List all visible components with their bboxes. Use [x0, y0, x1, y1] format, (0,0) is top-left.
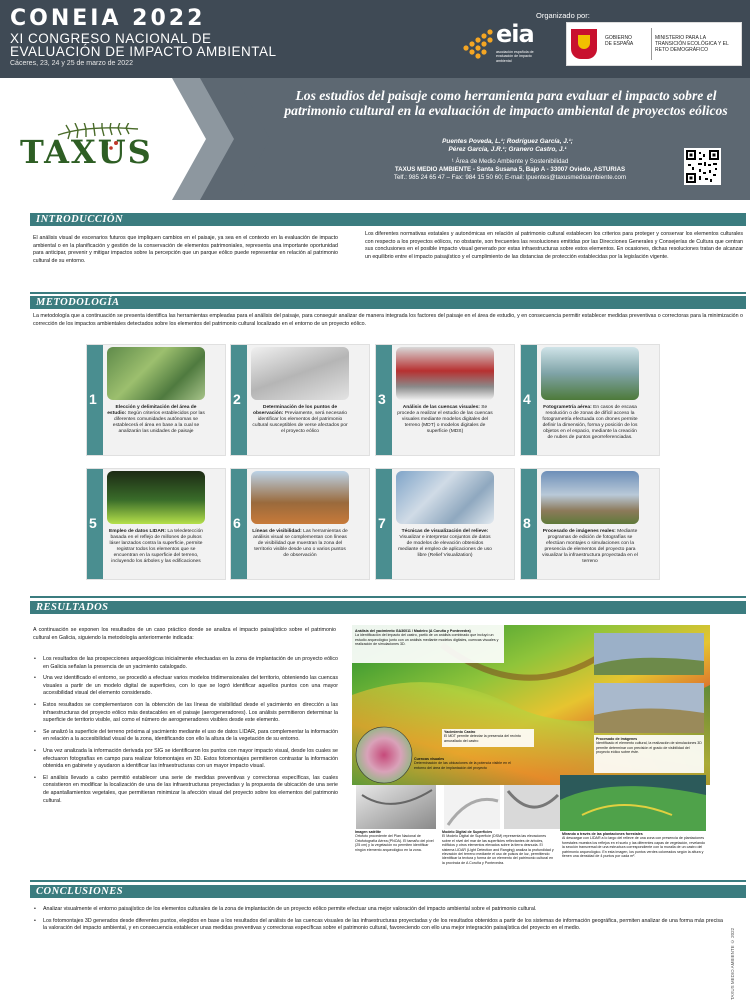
fig-mds-title: Modelo Digital de Superficies — [442, 830, 493, 834]
card-caption — [107, 529, 205, 565]
subtitle-line-1: XI CONGRESO NACIONAL DE — [10, 31, 212, 46]
method-card-5 — [86, 468, 226, 580]
intro-heading: INTRODUCCIÓN — [36, 214, 124, 225]
bullet-item: • Una vez analizada la información derivada por SIG se identificaron los puntos con mayor impacto visual, desde los cuales se efectuaron fotografías en campo para realizar fotomontajes en 3D. Estos fotomontajes permitieron contrastar la información obtenida en gabinete y ayudaron a identificar las infraestructuras con un mayor impacto visual. — [33, 748, 338, 771]
subtitle-line-2: EVALUACIÓN DE IMPACTO AMBIENTAL — [10, 44, 277, 59]
card-image — [107, 347, 205, 400]
results-divider — [30, 880, 746, 882]
eia-logo-text: eia — [496, 20, 534, 48]
fig-cuencas-title: Cuencas visuales — [414, 757, 445, 761]
card-caption-title: Empleo de datos LIDAR: — [108, 529, 168, 534]
card-caption-title: Técnicas de visualización del relieve: — [401, 529, 489, 534]
fig-mds-text: El Modelo Digital de Superficie (DSM) representa las elevaciones sobre el nivel del mar de las superficies reflectantes de árboles, edificios y otros elementos elevados sobre la tierra desnuda. El sistema LIDAR (Light Detection and Ranging) analiza la profundidad y elevación del terreno mediante el uso de pulsos de luz, permitiendo identificar la textura y forma de un elemento del patrimonio cultural en la provincia de A Coruña y Pontevedra. — [442, 834, 554, 865]
fig-sat-title: Imagen satélite — [355, 830, 381, 834]
bullet-item: • Los resultados de las prospecciones arqueológicas inicialmente efectuadas en la zona de implantación de un proyecto eólico en Galicia señalan la presencia de un yacimiento catalogado. — [33, 656, 338, 671]
qr-code[interactable] — [684, 148, 721, 185]
poster-title: Los estudios del paisaje como herramienta para evaluar el impacto sobre el patrimonio cultural en la evaluación de impacto ambiental de proyectos eólicos — [284, 88, 728, 118]
method-divider — [30, 596, 746, 598]
fig-sim-block — [596, 737, 702, 755]
authors-line-1: Puentes Poveda, L.¹; Rodríguez García, J.¹; — [442, 138, 573, 145]
conclusions-bar — [30, 885, 746, 898]
card-caption-text: Visualizar e interpretar conjuntos de datos de modelos de elevación obtenidos mediante el empleo de aplicaciones de uso libre (Relief Visualization) — [398, 535, 492, 558]
fig-mds-block — [422, 830, 556, 865]
results-bar — [30, 601, 746, 614]
card-caption-title: Fotogrametría aérea: — [543, 405, 594, 410]
taxus-logo-text: TAXUS — [20, 133, 153, 171]
card-caption — [251, 529, 349, 559]
card-caption-title: Líneas de visibilidad: — [252, 529, 304, 534]
card-image — [396, 471, 494, 524]
bullet-item: • Analizar visualmente el entorno paisajístico de los elementos culturales de la zona de implantación de un proyecto eólico permite efectuar una mejor valoración del impacto ambiental sobre el patrimonio cultural. — [33, 906, 723, 914]
intro-divider — [30, 292, 746, 294]
card-number: 7 — [378, 515, 386, 531]
card-image — [251, 347, 349, 400]
card-caption-text: Previamente, será necesario identificar los elementos del patrimonio cultural susceptibles de verse afectados por el proyecto eólico — [252, 411, 348, 434]
fig-cuencas-block — [414, 757, 524, 770]
bullet-item: • Una vez identificado el entorno, se procedió a efectuar varios modelos tridimensionales del territorio, obteniendo las cuencas visuales a partir de un modelo digital de superficies, con lo que se logró identificar aquellos puntos con una mayor accesibilidad visual del elemento considerado. — [33, 675, 338, 698]
method-bar — [30, 296, 746, 309]
fig-sat-text: Ortofoto procedente del Plan Nacional de Ortofotografía Aérea (PNOA). El tamaño del píxel (25 cm) y la vegetación no permiten identificar ningún elemento arqueológico en la zona. — [355, 834, 434, 852]
method-card-6 — [230, 468, 370, 580]
affiliation-line-3: Telf.: 985 24 65 47 – Fax: 984 15 50 60; E-mail: lpuentes@taxusmedioambiente.com — [393, 174, 627, 181]
card-image — [541, 347, 639, 400]
bullet-item: • Los fotomontajes 3D generados desde diferentes puntos, elegidos en base a los resultados del análisis de las cuencas visuales de las infraestructuras proyectadas y de los resultados obtenidos a partir de los sistemas de información geográfica, permiten analizar de una forma más precisa la valoración del impacto ambiental, y en consecuencia establecer unas medidas preventivas y correctoras específicas sobre el patrimonio cultural, favoreciendo con ello una mejor integración paisajística del proyecto en el medio. — [33, 918, 723, 933]
intro-bar — [30, 213, 746, 226]
method-heading: METODOLOGÍA — [36, 297, 120, 308]
method-card-8 — [520, 468, 660, 580]
intro-text-col1: El análisis visual de escenarios futuros que impliquen cambios en el paisaje, ya sea en el contexto en la evaluación de impacto ambiental o en la planificación y gestión de la conservación de elementos patrimoniales, representa una importante oportunidad para anticipar, prevenir y mitigar impactos sobre la percepción que un parque eólico puede representar en relación al patrimonio cultural de su entorno. — [33, 235, 338, 264]
logo-divider — [651, 28, 652, 60]
fig-top-title: Análisis del yacimiento GA36011 / Madeiro (A Coruña y Pontevedra) — [355, 629, 471, 633]
government-logo — [566, 22, 742, 66]
card-number: 1 — [89, 391, 97, 407]
congress-subtitle — [10, 32, 277, 58]
method-text: La metodología que a continuación se presenta identifica las herramientas empleadas para el análisis del paisaje, para conseguir analizar de manera integrada los factores del paisaje en el área de estudio, y en consecuencia permitir establecer medidas preventivas o correctoras para la minimización o corrección de los impactos ambientales detectados sobre los elementos del patrimonio cultural localizado en el entorno de un proyecto eólico. — [33, 313, 743, 327]
bullet-item: • El análisis llevado a cabo permitió establecer una serie de medidas preventivas y correctoras específicas, las cuales consistieron en modificar la localización de una de las infraestructuras proyectadas y la propuesta de ubicación de una serie de apantallamientos vegetales, que permitieran minimizar la afección visual del proyecto sobre los elementos del patrimonio cultural. — [33, 775, 338, 805]
card-image — [107, 471, 205, 524]
method-card-7 — [375, 468, 515, 580]
results-heading: RESULTADOS — [36, 602, 109, 613]
fig-top-text: La identificación del impacto del castro, partió de un análisis combinado que incluyó un estudio arqueológico junto con un análisis mediante modelos digitales, cuencas visuales y realización de simulaciones 3D. — [355, 633, 499, 647]
affiliation-line-1: ¹ Área de Medio Ambiente y Sostenibilidad — [451, 158, 569, 165]
card-number: 8 — [523, 515, 531, 531]
card-caption — [251, 405, 349, 435]
fig-sim-text: Identificado el elemento cultural, la realización de simulaciones 3D permite determinar con precisión el grado de visibilidad del proyecto eólico sobre éste. — [596, 741, 702, 755]
card-number: 2 — [233, 391, 241, 407]
card-caption — [541, 529, 639, 565]
card-image — [396, 347, 494, 400]
fig-lidar-title: Mirando a través de las plantaciones forestales — [562, 832, 643, 836]
fig-castro-title: Yacimiento Castro — [444, 730, 476, 734]
affiliation-line-2: TAXUS MEDIO AMBIENTE - Santa Susana 5, Bajo A - 33007 Oviedo, ASTURIAS — [394, 166, 626, 173]
congress-date: Cáceres, 23, 24 y 25 de marzo de 2022 — [10, 60, 133, 67]
card-caption — [107, 405, 205, 435]
ministry-name: MINISTERIO PARA LA TRANSICIÓN ECOLÓGICA Y EL RETO DEMOGRÁFICO — [655, 35, 729, 53]
card-caption-text: Se procede a realizar el estudio de las cuencas visuales mediante modelos digitales del terreno (MDT) o modelos digitales de superficie (MDS) — [397, 405, 493, 434]
method-card-1 — [86, 344, 226, 456]
congress-title: CONEIA 2022 — [10, 6, 206, 31]
results-figure — [352, 625, 710, 875]
results-intro: A continuación se exponen los resultados de un caso práctico donde se analiza el impacto paisajístico sobre el patrimonio cultural en Galicia, siguiendo la metodología anteriormente indicada: — [33, 627, 336, 641]
card-caption — [396, 529, 494, 559]
card-caption-text: Según criterios establecidos por las diferentes comunidades autónomas se establecerá el área en base a la cual se analizarán las unidades de paisaje — [112, 411, 205, 434]
card-caption-title: Determinación de los puntos de observación: — [252, 405, 338, 416]
method-card-2 — [230, 344, 370, 456]
bullet-item: • Estos resultados se complementaron con la obtención de las líneas de visibilidad desde el yacimiento en dirección a las infraestructuras del proyecto eólico más destacables en el paisaje (aerogeneradores). Los análisis permitieron determinar la superficie de territorio visible, así como el número de aerogeneradores visibles desde este elemento. — [33, 702, 338, 725]
card-caption-title: Procesado de imágenes reales: — [542, 529, 618, 534]
card-caption — [396, 405, 494, 435]
fig-castro-text: El MDT permite detectar la presencia del recinto amurallado del castro — [444, 734, 521, 743]
card-caption-text: La teledetección basada en el reflejo de millones de pulsos láser lanzados contra la superficie, permite registrar todos los elementos que se encuentran en la superficie del terreno, incluyendo los árboles y las edificaciones — [109, 529, 204, 564]
results-bullet-list — [33, 656, 338, 809]
card-number: 3 — [378, 391, 386, 407]
card-image — [541, 471, 639, 524]
card-caption-text: Mediante programas de edición de fotografías se efectúan montajes o simulaciones con la presencia de elementos del proyecto para visualizar la infraestructura proyectada en el terreno — [542, 529, 638, 564]
card-caption-text: Las herramientas de análisis visual se complementan con líneas de visibilidad que muestran la zona del territorio visible desde uno o varios puntos de observación — [253, 529, 348, 558]
bullet-item: • Se analizó la superficie del terreno próxima al yacimiento mediante el uso de datos LIDAR, para complementar la información en relación a la accesibilidad visual de la zona, identificando con ello la altura de la vegetación de su entorno. — [33, 729, 338, 744]
method-card-3 — [375, 344, 515, 456]
eia-logo — [458, 22, 544, 66]
conclusions-heading: CONCLUSIONES — [36, 886, 124, 897]
fig-cuencas-text: Determinación de las ubicaciones de la potencia visible en el entorno del área de implantación del proyecto — [414, 761, 511, 770]
card-number: 5 — [89, 515, 97, 531]
eia-logo-subtitle: asociación española de evaluación de impacto ambiental — [496, 50, 534, 63]
card-number: 6 — [233, 515, 241, 531]
affiliation — [360, 158, 660, 182]
fig-castro-block — [444, 730, 534, 743]
authors-line-2: Pérez García, J.R.¹; Granero Castro, J.¹ — [448, 146, 567, 153]
side-credit: TAXUS MEDIO AMBIENTE © 2022 — [730, 927, 735, 1000]
qr-code-icon — [686, 150, 719, 183]
fig-lidar-block — [562, 832, 708, 858]
method-card-4 — [520, 344, 660, 456]
card-number: 4 — [523, 391, 531, 407]
authors — [405, 138, 610, 154]
spain-shield-icon — [571, 29, 597, 59]
organized-by-label: Organizado por: — [536, 11, 590, 20]
conclusions-bullet-list — [33, 906, 723, 937]
card-caption-text: En casos de escasa resolución o de zonas de difícil acceso la fotogrametría efectuada con drones permite definir la dimensión, forma y posición de los objetos en el espacio, mediante la creación de nubes de puntos georreferenciadas. — [542, 405, 638, 440]
card-caption-title: Elección y delimitación del área de estudio: — [107, 405, 197, 416]
fig-lidar-text: Al descargar con LIDAR a lo largo del relieve de una zona con presencia de plantaciones forestales muestra los reflejos en el suelo y las diferentes capas de vegetación, revelando la sección transversal de una estructura correspondiente con la muralla de un castro del patrimonio arqueológico. En esta imagen, los puntos verdes coloreados según la altura y tienen una densidad de 4 puntos por cada m². — [562, 836, 706, 859]
gov-name: GOBIERNO DE ESPAÑA — [605, 35, 634, 47]
card-caption — [541, 405, 639, 441]
fig-top-block — [355, 629, 503, 647]
fig-sim-title: Procesado de imágenes — [596, 737, 638, 741]
taxus-logo — [18, 123, 168, 178]
intro-text-col2: Los diferentes normativas estatales y autonómicas en relación al patrimonio cultural establecen los criterios para proteger y conservar los elementos culturales con respecto a los proyectos eólicos, no obstante, son frecuentes las resoluciones emitidas por las Direcciones Generales y Consejerías de Cultura que centran sus conclusiones en el posible impacto visual generado por estas infraestructuras sobre estos elementos. En ocasiones, dichas resoluciones tratan de alcanzar un equilibrio entre el impacto paisajístico y el cumplimiento de las distancias de protección establecidas por la legislación vigente. — [365, 231, 743, 260]
card-caption-title: Análisis de las cuencas visuales: — [402, 405, 482, 410]
card-image — [251, 471, 349, 524]
